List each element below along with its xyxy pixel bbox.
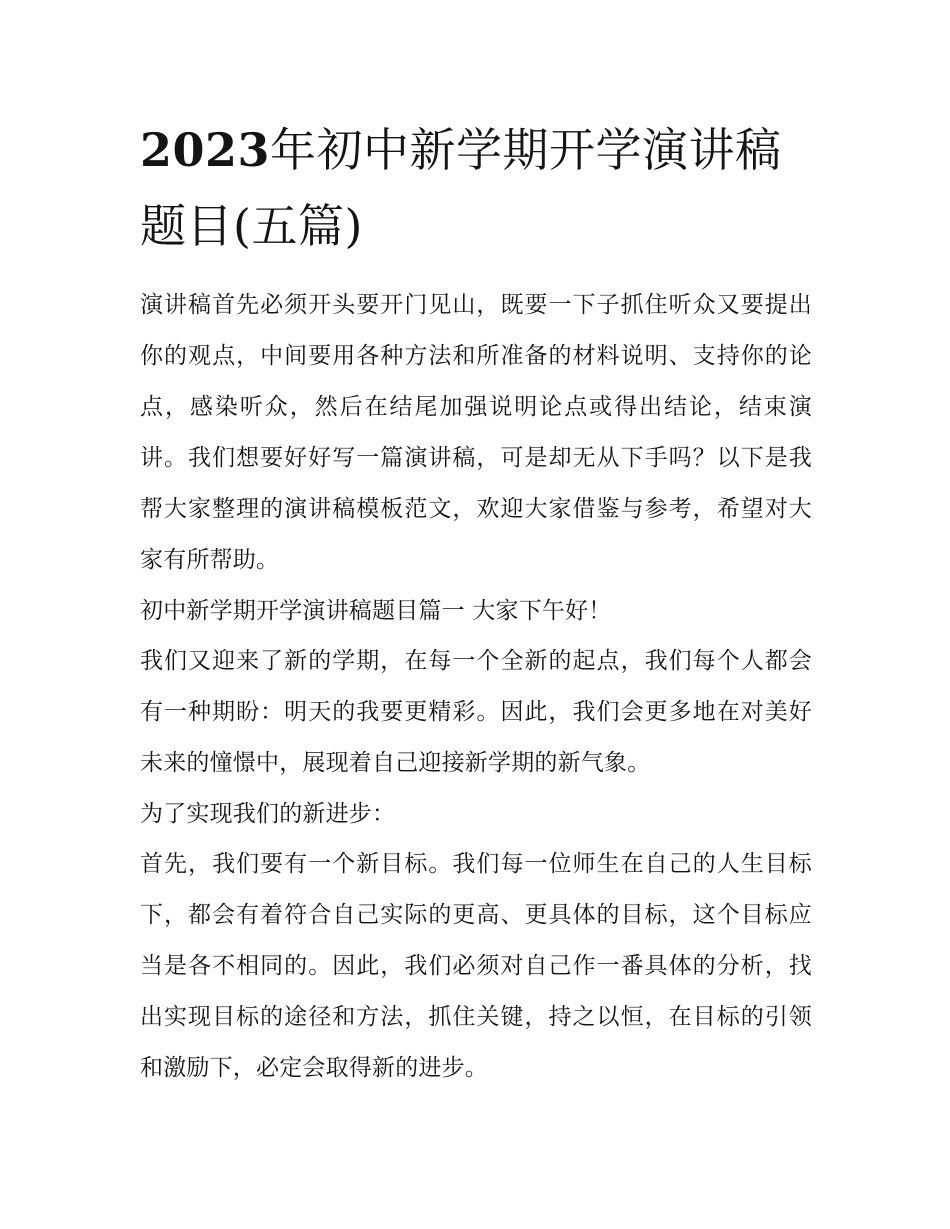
title-text: 年初中新学期开学演讲稿题目(五篇) xyxy=(140,123,782,253)
document-page xyxy=(140,112,812,1094)
section-heading-paragraph: 初中新学期开学演讲稿题目篇一 大家下午好！ xyxy=(140,598,612,624)
title-year: 2023 xyxy=(140,123,271,177)
body-paragraph: 为了实现我们的新进步： xyxy=(140,801,396,827)
body-paragraph: 我们又迎来了新的学期，在每一个全新的起点，我们每个人都会有一种期盼：明天的我要更精彩。因此，我们会更多地在对美好未来的憧憬中，展现着自己迎接新学期的新气象。 xyxy=(140,648,812,776)
intro-paragraph: 演讲稿首先必须开头要开门见山，既要一下子抓住听众又要提出你的观点，中间要用各种方法和所准备的材料说明、支持你的论点，感染听众，然后在结尾加强说明论点或得出结论，结束演讲。我们想要好好写一篇演讲稿，可是却无从下手吗？以下是我帮大家整理的演讲稿模板范文，欢迎大家借鉴与参考，希望对大家有所帮助。 xyxy=(140,292,812,573)
body-paragraph: 首先，我们要有一个新目标。我们每一位师生在自己的人生目标下，都会有着符合自己实际的更高、更具体的目标，这个目标应当是各不相同的。因此，我们必须对自己作一番具体的分析，找出实现目标的途径和方法，抓住关键，持之以恒，在目标的引领和激励下，必定会取得新的进步。 xyxy=(140,851,812,1081)
document-title xyxy=(140,112,812,264)
